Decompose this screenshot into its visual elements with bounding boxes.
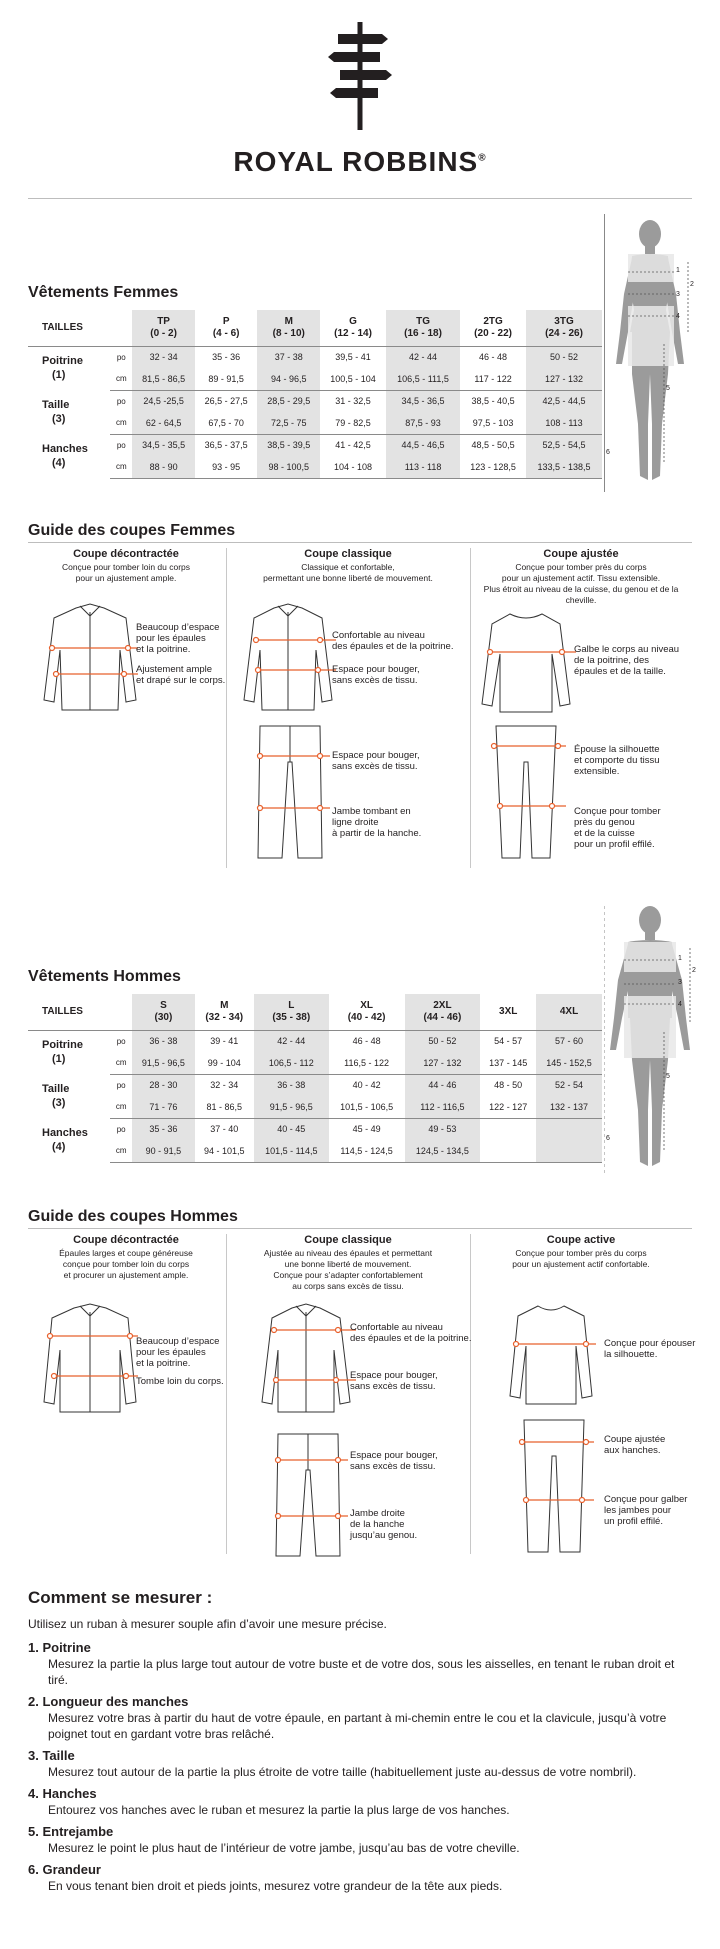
women-fit-relaxed: Coupe décontractée Conçue pour tomber loin du corps pour un ajustement ample. [61,548,191,583]
figure-label-1: 1 [676,267,680,274]
table-cell: 42,5 - 44,5 [526,390,602,412]
men-classic-pants-illustration [268,1430,348,1560]
figure-label-4: 4 [676,313,680,320]
table-cell: 54 - 57 [494,1036,523,1047]
men-fits-title: Guide des coupes Hommes [28,1208,238,1225]
table-cell: 87,5 - 93 [386,412,460,434]
women-classic-pants-illustration [250,722,330,862]
callout: Confortable au niveau des épaules et de la poitrine. [350,1322,472,1344]
men-fit-classic: Coupe classique Ajustée au niveau des épaules et permettant une bonne liberté de mouvement. Conçue pour s’adapter confortablement au corps sans excès de tissu. [263,1234,433,1291]
callout: Conçue pour tomber près du genou et de la cuisse pour un profil effilé. [574,806,661,850]
table-cell: 106,5 - 111,5 [386,368,460,390]
figure-label-4: 4 [678,1001,682,1008]
table-cell: 39,5 - 41 [335,352,371,363]
divider [28,198,692,199]
table-cell: 26,5 - 27,5 [204,396,248,407]
table-cell: 145 - 152,5 [536,1052,602,1074]
size-header: 2TG (20 - 22) [460,310,526,346]
table-cell: 35 - 36 [212,352,241,363]
table-cell: 34,5 - 36,5 [386,390,460,412]
figure-label-2: 2 [692,967,696,974]
column-divider [226,548,227,868]
table-cell: 106,5 - 112 [254,1052,329,1074]
size-header: TP (0 - 2) [132,310,195,346]
size-header: 3TG (24 - 26) [526,310,602,346]
women-size-table [28,310,602,479]
row-label: Hanches (4) [42,443,88,469]
women-fitted-pants-illustration [486,722,566,862]
size-header: TG (16 - 18) [386,310,460,346]
table-cell: 57 - 60 [536,1030,602,1052]
tailles-label: TAILLES [28,994,110,1030]
table-cell: 132 - 137 [536,1096,602,1118]
size-header: 4XL [536,994,602,1030]
table-cell: 81 - 86,5 [195,1096,254,1118]
table-cell: 44 - 46 [405,1074,481,1096]
callout: Jambe tombant en ligne droite à partir de la hanche. [332,806,422,839]
table-cell: 48,5 - 50,5 [471,440,515,451]
measure-item [28,1748,688,1780]
measure-item-title: 2. Longueur des manches [28,1694,189,1709]
men-active-top-illustration [506,1300,596,1410]
table-cell: 28,5 - 29,5 [257,390,320,412]
table-cell: 40 - 42 [352,1080,381,1091]
callout: Épouse la silhouette et comporte du tissu extensible. [574,744,660,777]
table-cell: 133,5 - 138,5 [526,456,602,478]
table-cell: 28 - 30 [132,1074,194,1096]
measure-item-title: 5. Entrejambe [28,1824,114,1839]
table-cell: 38,5 - 39,5 [257,434,320,456]
table-cell: 36 - 38 [254,1074,329,1096]
callout: Confortable au niveau des épaules et de la poitrine. [332,630,454,652]
table-cell [480,1140,536,1162]
callout: Galbe le corps au niveau de la poitrine, des épaules et de la taille. [574,644,680,677]
callout: Conçue pour galber les jambes pour un profil effilé. [604,1494,688,1527]
men-fit-active: Coupe active Conçue pour tomber près du corps pour un ajustement actif confortable. [512,1234,650,1269]
table-cell: 117 - 122 [460,368,526,390]
callout: Espace pour bouger, sans excès de tissu. [332,664,420,686]
figure-label-1: 1 [678,955,682,962]
measure-item [28,1694,688,1742]
callout: Tombe loin du corps. [136,1376,224,1387]
table-cell: 71 - 76 [132,1096,194,1118]
table-cell: 91,5 - 96,5 [132,1052,194,1074]
unit-cm: cm [110,368,132,390]
women-body-figure [604,214,696,492]
table-cell: 24,5 -25,5 [132,390,195,412]
table-cell: 52,5 - 54,5 [526,434,602,456]
row-label: Poitrine (1) [42,355,83,382]
column-divider [470,1234,471,1554]
unit-po: po [116,440,126,450]
table-cell: 40 - 45 [254,1118,329,1140]
table-cell: 67,5 - 70 [195,412,258,434]
table-cell: 36,5 - 37,5 [204,440,248,451]
table-cell: 101,5 - 114,5 [254,1140,329,1162]
size-header: L (35 - 38) [254,994,329,1030]
table-cell: 49 - 53 [405,1118,481,1140]
men-size-table [28,994,602,1163]
men-fit-relaxed: Coupe décontractée Épaules larges et coupe généreuse conçue pour tomber loin du corps et procurer un ajustement ample. [59,1234,193,1280]
table-cell: 62 - 64,5 [132,412,195,434]
unit-po: po [116,396,126,406]
callout: Espace pour bouger, sans excès de tissu. [350,1370,438,1392]
tailles-label: TAILLES [28,310,110,346]
table-cell: 72,5 - 75 [257,412,320,434]
table-cell: 94 - 96,5 [257,368,320,390]
figure-label-3: 3 [678,979,682,986]
table-cell: 108 - 113 [526,412,602,434]
table-cell: 31 - 32,5 [335,396,371,407]
measure-item [28,1824,688,1856]
table-cell: 116,5 - 122 [329,1052,405,1074]
unit-po: po [116,1036,126,1046]
unit-cm: cm [110,1140,132,1162]
table-cell: 91,5 - 96,5 [254,1096,329,1118]
women-fits-title: Guide des coupes Femmes [28,522,236,539]
table-cell: 94 - 101,5 [195,1140,254,1162]
measure-item [28,1862,688,1894]
measure-item-title: 4. Hanches [28,1786,97,1801]
measure-title: Comment se mesurer : [28,1588,213,1607]
size-header: M (8 - 10) [257,310,320,346]
column-divider [226,1234,227,1554]
table-cell: 46 - 48 [479,352,508,363]
measure-item-title: 6. Grandeur [28,1862,101,1877]
size-header: G (12 - 14) [320,310,386,346]
unit-cm: cm [110,1096,132,1118]
figure-label-3: 3 [676,291,680,298]
table-cell: 37 - 40 [210,1124,239,1135]
men-sizes-title: Vêtements Hommes [28,968,181,985]
size-header: 2XL (44 - 46) [405,994,481,1030]
men-body-figure [604,900,696,1180]
table-cell: 52 - 54 [536,1074,602,1096]
callout: Conçue pour épouser la silhouette. [604,1338,696,1360]
table-cell: 113 - 118 [386,456,460,478]
callout: Beaucoup d’espace pour les épaules et la poitrine. [136,622,220,655]
table-cell [536,1118,602,1140]
divider [28,1228,692,1229]
women-sizes-title: Vêtements Femmes [28,284,179,301]
callout: Ajustement ample et drapé sur le corps. [136,664,226,686]
women-classic-shirt-illustration [238,600,338,720]
callout: Beaucoup d’espace pour les épaules et la poitrine. [136,1336,220,1369]
table-cell: 89 - 91,5 [195,368,258,390]
table-cell: 99 - 104 [195,1052,254,1074]
table-cell: 50 - 52 [405,1030,481,1052]
table-cell: 137 - 145 [480,1052,536,1074]
table-cell: 32 - 34 [210,1080,239,1091]
table-cell: 124,5 - 134,5 [405,1140,481,1162]
men-classic-shirt-illustration [256,1300,356,1420]
table-cell: 112 - 116,5 [405,1096,481,1118]
measure-item-desc: Mesurez votre bras à partir du haut de votre épaule, en partant à mi-chemin entre le cou et la clavicule, jusqu’à votre poignet tout en gardant votre bras relâché. [48,1711,667,1741]
table-cell: 127 - 132 [405,1052,481,1074]
measure-item [28,1640,688,1688]
table-cell: 42 - 44 [254,1030,329,1052]
table-cell: 37 - 38 [257,346,320,368]
figure-label-6: 6 [606,1135,610,1142]
women-fitted-top-illustration [476,608,576,718]
row-label: Hanches (4) [42,1127,88,1153]
size-header: M (32 - 34) [195,994,254,1030]
figure-label-6: 6 [606,449,610,456]
table-cell: 122 - 127 [480,1096,536,1118]
measure-list [28,1640,688,1900]
women-fit-classic: Coupe classique Classique et confortable, permettant une bonne liberté de mouvement. [263,548,433,583]
brand-name: ROYAL ROBBINS® [233,146,487,177]
table-cell [536,1140,602,1162]
measure-item-desc: Mesurez tout autour de la partie la plus étroite de votre taille (habituellement juste au-dessus de votre nombril). [48,1765,637,1779]
unit-po: po [116,1080,126,1090]
table-cell: 114,5 - 124,5 [329,1140,405,1162]
logo [0,22,720,132]
size-header: P (4 - 6) [195,310,258,346]
unit-cm: cm [110,1052,132,1074]
unit-po: po [116,1124,126,1134]
size-header: XL (40 - 42) [329,994,405,1030]
row-label: Poitrine (1) [42,1039,83,1066]
measure-item-title: 1. Poitrine [28,1640,91,1655]
table-cell: 101,5 - 106,5 [329,1096,405,1118]
table-cell: 44,5 - 46,5 [386,434,460,456]
table-cell: 32 - 34 [132,346,195,368]
table-cell: 79 - 82,5 [320,412,386,434]
women-fit-fitted: Coupe ajustée Conçue pour tomber près du corps pour un ajustement actif. Tissu extensible. Plus étroit au niveau de la cuisse, du genou et de la cheville. [483,548,679,605]
measure-item-desc: En vous tenant bien droit et pieds joints, mesurez votre grandeur de la tête aux pieds. [48,1879,503,1893]
measure-intro: Utilisez un ruban à mesurer souple afin d’avoir une mesure précise. [28,1617,387,1631]
table-cell: 97,5 - 103 [460,412,526,434]
callout: Jambe droite de la hanche jusqu’au genou. [350,1508,418,1541]
table-cell: 100,5 - 104 [320,368,386,390]
table-cell: 39 - 41 [210,1036,239,1047]
table-cell: 36 - 38 [132,1030,194,1052]
measure-item-desc: Mesurez le point le plus haut de l’intérieur de votre jambe, jusqu’au bas de votre cheville. [48,1841,520,1855]
women-relaxed-shirt-illustration [40,600,140,720]
callout: Espace pour bouger, sans excès de tissu. [350,1450,438,1472]
size-header: 3XL [480,994,536,1030]
row-label: Taille (3) [42,1083,70,1109]
unit-cm: cm [110,456,132,478]
callout: Coupe ajustée aux hanches. [604,1434,666,1456]
table-cell: 42 - 44 [386,346,460,368]
table-cell: 50 - 52 [526,346,602,368]
table-cell: 123 - 128,5 [460,456,526,478]
table-cell: 48 - 50 [494,1080,523,1091]
table-cell: 104 - 108 [320,456,386,478]
size-header: S (30) [132,994,194,1030]
figure-label-5: 5 [666,385,670,392]
measure-item-desc: Entourez vos hanches avec le ruban et mesurez la partie la plus large de vos hanches. [48,1803,510,1817]
table-cell: 90 - 91,5 [132,1140,194,1162]
table-cell: 46 - 48 [352,1036,381,1047]
measure-item [28,1786,688,1818]
table-cell: 81,5 - 86,5 [132,368,195,390]
measure-item-desc: Mesurez la partie la plus large tout autour de votre buste et de votre dos, sous les aisselles, en tenant le ruban droit et tiré. [48,1657,675,1687]
figure-label-5: 5 [666,1073,670,1080]
figure-label-2: 2 [690,281,694,288]
measure-item-title: 3. Taille [28,1748,75,1763]
unit-po: po [116,352,126,362]
table-cell [480,1118,536,1140]
callout: Espace pour bouger, sans excès de tissu. [332,750,420,772]
men-relaxed-shirt-illustration [40,1300,140,1420]
divider [28,542,692,543]
table-cell: 93 - 95 [195,456,258,478]
unit-cm: cm [110,412,132,434]
table-cell: 45 - 49 [352,1124,381,1135]
men-active-pants-illustration [514,1416,594,1556]
table-cell: 88 - 90 [132,456,195,478]
table-cell: 38,5 - 40,5 [471,396,515,407]
row-label: Taille (3) [42,399,70,425]
table-cell: 41 - 42,5 [335,440,371,451]
table-cell: 127 - 132 [526,368,602,390]
table-cell: 34,5 - 35,5 [132,434,195,456]
table-cell: 35 - 36 [132,1118,194,1140]
table-cell: 98 - 100,5 [257,456,320,478]
